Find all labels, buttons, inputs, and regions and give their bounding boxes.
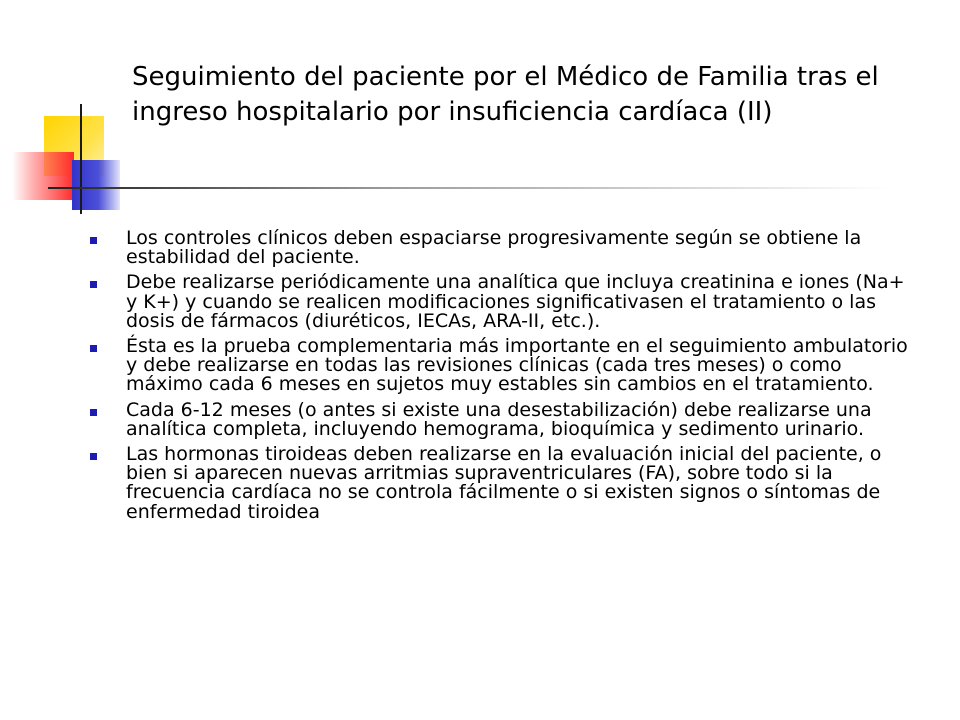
bullet-text: Los controles clínicos deben espaciarse progresivamente según se obtiene la estabilidad del paciente. — [126, 227, 862, 269]
bullet-item — [90, 229, 910, 267]
square-bullet-icon — [90, 409, 97, 416]
bullet-text: Las hormonas tiroideas deben realizarse en la evaluación inicial del paciente, o bien si aparecen nuevas arritmias supraventriculares (FA), sobre todo si la frecuencia cardíaca no se controla fácilmente o si existen signos o síntomas de enfermedad tiroidea — [126, 443, 882, 523]
bullet-item — [90, 337, 910, 395]
slide-title: Seguimiento del paciente por el Médico de Familia tras el ingreso hospitalario por insuficiencia cardíaca (II) — [132, 62, 879, 127]
bullet-item — [90, 445, 910, 522]
square-bullet-icon — [90, 453, 97, 460]
bullet-text: Ésta es la prueba complementaria más importante en el seguimiento ambulatorio y debe realizarse en todas las revisiones clínicas (cada tres meses) o como máximo cada 6 meses en sujetos muy estables sin cambios en el tratamiento. — [126, 335, 908, 396]
red-square-decoration — [12, 152, 74, 200]
bullet-item — [90, 273, 910, 331]
vertical-rule-decoration — [80, 104, 82, 214]
bullet-text: Cada 6-12 meses (o antes si existe una desestabilización) debe realizarse una analítica completa, incluyendo hemograma, bioquímica y sedimento urinario. — [126, 398, 872, 440]
square-bullet-icon — [90, 345, 97, 352]
bullet-item — [90, 398, 910, 440]
square-bullet-icon — [90, 237, 97, 244]
square-bullet-icon — [90, 281, 97, 288]
title-underline-rule — [48, 187, 888, 189]
bullet-list — [90, 229, 910, 528]
bullet-text: Debe realizarse periódicamente una analítica que incluya creatinina e iones (Na+ y K+) y cuando se realicen modificaciones significativasen el tratamiento o las dosis de fármacos (diuréticos, IECAs, ARA-II, etc.). — [126, 271, 905, 332]
